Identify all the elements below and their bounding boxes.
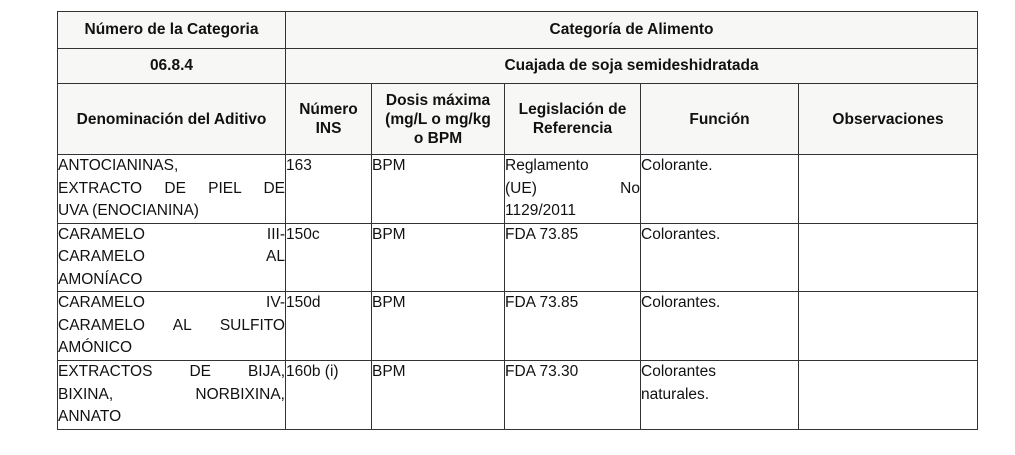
additive-word: CARAMELO xyxy=(58,248,145,265)
col-additive-header: Denominación del Aditivo xyxy=(58,84,286,155)
additive-word: NORBIXINA, xyxy=(195,385,285,403)
additive-line xyxy=(58,224,285,247)
additive-line: AMONÍACO xyxy=(58,270,143,288)
legislation-line: 1129/2011 xyxy=(505,202,576,219)
additive-line: ANTOCIANINAS, xyxy=(58,157,179,174)
function-line: Colorantes xyxy=(641,363,716,380)
legislation-word: (UE) xyxy=(505,179,537,197)
observations-cell xyxy=(799,155,978,224)
ins-cell: 150c xyxy=(286,223,372,292)
observations-cell xyxy=(799,361,978,430)
category-food-value: Cuajada de soja semideshidratada xyxy=(286,49,978,84)
col-legislation-header-line2: Referencia xyxy=(532,120,613,137)
additive-word: CARAMELO xyxy=(58,225,145,243)
function-line: naturales. xyxy=(641,385,710,403)
category-food-label: Categoría de Alimento xyxy=(286,12,978,49)
additive-line: EXTRACTOS DE BIJA, xyxy=(58,363,285,380)
dose-cell: BPM xyxy=(372,361,505,430)
function-cell: Colorantes. xyxy=(641,223,799,292)
legislation-line: Reglamento xyxy=(505,157,589,174)
function-cell: Colorante. xyxy=(641,155,799,224)
col-ins-header-line1: Número xyxy=(299,101,358,118)
col-dose-header xyxy=(372,84,505,155)
observations-cell xyxy=(799,292,978,361)
table-row xyxy=(58,155,978,224)
additive-cell xyxy=(58,361,286,430)
ins-cell: 160b (i) xyxy=(286,361,372,430)
additive-word: AL xyxy=(266,248,285,265)
additive-word: CARAMELO xyxy=(58,294,145,311)
category-number-value: 06.8.4 xyxy=(58,49,286,84)
col-ins-header-line2: INS xyxy=(315,120,342,137)
category-values-row xyxy=(58,49,978,84)
dose-cell: BPM xyxy=(372,155,505,224)
additive-line: UVA (ENOCIANINA) xyxy=(58,202,199,219)
additive-line: AMÓNICO xyxy=(58,339,133,356)
function-cell: Colorantes. xyxy=(641,292,799,361)
dose-cell: BPM xyxy=(372,223,505,292)
category-header-row xyxy=(58,12,978,49)
col-ins-header xyxy=(286,84,372,155)
dose-cell: BPM xyxy=(372,292,505,361)
col-dose-header-line3: o BPM xyxy=(413,129,463,147)
legislation-cell: FDA 73.85 xyxy=(505,223,641,292)
legislation-cell: FDA 73.85 xyxy=(505,292,641,361)
legislation-cell xyxy=(505,155,641,224)
table-row xyxy=(58,361,978,430)
col-dose-header-line1: Dosis máxima xyxy=(385,91,491,109)
table-row xyxy=(58,223,978,292)
col-dose-header-line2: (mg/L o mg/kg xyxy=(385,110,491,128)
col-observations-header: Observaciones xyxy=(799,84,978,155)
additive-word: III- xyxy=(266,225,285,243)
additive-word: IV- xyxy=(266,294,285,311)
additive-line: ANNATO xyxy=(58,408,122,425)
function-cell xyxy=(641,361,799,430)
additives-table xyxy=(57,11,978,430)
additive-word: BIXINA, xyxy=(58,385,114,403)
additive-line: CARAMELO AL SULFITO xyxy=(58,316,285,334)
legislation-line xyxy=(505,178,640,201)
additive-line xyxy=(58,246,285,269)
additive-line: EXTRACTO DE PIEL DE xyxy=(58,179,285,197)
additive-line xyxy=(58,384,285,407)
additive-cell xyxy=(58,292,286,361)
ins-cell: 150d xyxy=(286,292,372,361)
legislation-cell: FDA 73.30 xyxy=(505,361,641,430)
ins-cell: 163 xyxy=(286,155,372,224)
column-header-row xyxy=(58,84,978,155)
additive-cell xyxy=(58,223,286,292)
observations-cell xyxy=(799,223,978,292)
col-legislation-header-line1: Legislación de xyxy=(518,101,627,118)
col-function-header: Función xyxy=(641,84,799,155)
legislation-word: No xyxy=(620,179,640,197)
col-legislation-header xyxy=(505,84,641,155)
category-number-label: Número de la Categoria xyxy=(58,12,286,49)
additive-line xyxy=(58,292,285,315)
additive-cell xyxy=(58,155,286,224)
table-row xyxy=(58,292,978,361)
